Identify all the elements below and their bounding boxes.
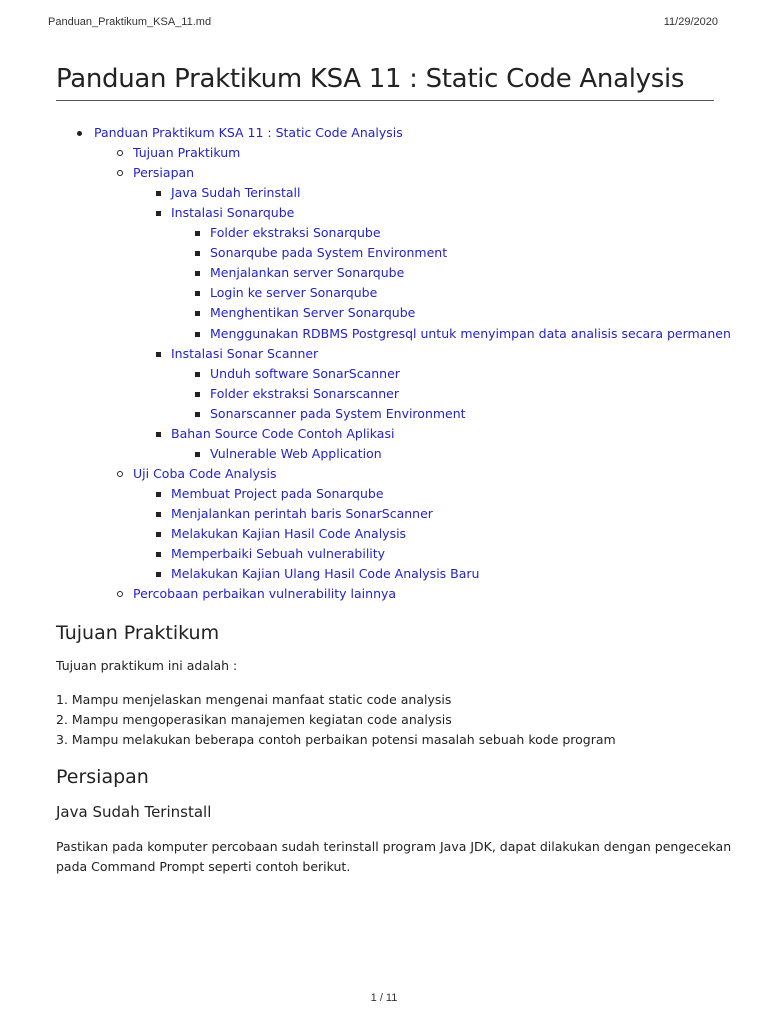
square-bullet-icon bbox=[156, 512, 161, 517]
square-bullet-icon bbox=[195, 332, 200, 337]
toc-link[interactable]: Membuat Project pada Sonarqube bbox=[171, 485, 384, 501]
toc-link[interactable]: Bahan Source Code Contoh Aplikasi bbox=[171, 425, 395, 441]
toc-link[interactable]: Percobaan perbaikan vulnerability lainnya bbox=[133, 586, 397, 602]
toc-link[interactable]: Java Sudah Terinstall bbox=[171, 185, 301, 201]
toc-link[interactable]: Login ke server Sonarqube bbox=[210, 285, 378, 301]
toc-link[interactable]: Menjalankan server Sonarqube bbox=[210, 265, 405, 281]
toc-link[interactable]: Folder ekstraksi Sonarqube bbox=[210, 225, 381, 241]
circle-bullet-icon bbox=[117, 170, 123, 176]
square-bullet-icon bbox=[156, 552, 161, 557]
circle-bullet-icon bbox=[117, 591, 123, 597]
toc-link[interactable]: Sonarqube pada System Environment bbox=[210, 245, 448, 261]
square-bullet-icon bbox=[156, 211, 161, 216]
toc-link[interactable]: Tujuan Praktikum bbox=[133, 145, 241, 161]
java-paragraph-line: Pastikan pada komputer percobaan sudah terinstall program Java JDK, dapat dilakukan dengan pengecekan bbox=[56, 839, 732, 854]
goal-item: 3. Mampu melakukan beberapa contoh perbaikan potensi masalah sebuah kode program bbox=[56, 732, 616, 747]
toc-link[interactable]: Sonarscanner pada System Environment bbox=[210, 405, 466, 421]
toc-link[interactable]: Panduan Praktikum KSA 11 : Static Code Analysis bbox=[94, 125, 403, 140]
goal-item: 1. Mampu menjelaskan mengenai manfaat static code analysis bbox=[56, 692, 452, 707]
section-heading-tujuan: Tujuan Praktikum bbox=[56, 622, 220, 644]
toc-link[interactable]: Menjalankan perintah baris SonarScanner bbox=[171, 505, 433, 521]
goal-item: 2. Mampu mengoperasikan manajemen kegiatan code analysis bbox=[56, 712, 452, 727]
square-bullet-icon bbox=[156, 532, 161, 537]
print-date: 11/29/2020 bbox=[663, 16, 718, 28]
section-heading-persiapan: Persiapan bbox=[56, 766, 149, 788]
square-bullet-icon bbox=[195, 291, 200, 296]
toc-link[interactable]: Vulnerable Web Application bbox=[210, 445, 382, 461]
goals-list bbox=[56, 690, 616, 750]
square-bullet-icon bbox=[156, 572, 161, 577]
java-paragraph-line: pada Command Prompt seperti contoh berikut. bbox=[56, 859, 351, 874]
java-paragraph bbox=[56, 837, 731, 877]
square-bullet-icon bbox=[156, 352, 161, 357]
disc-bullet-icon bbox=[77, 131, 82, 136]
file-name: Panduan_Praktikum_KSA_11.md bbox=[48, 16, 212, 28]
circle-bullet-icon bbox=[117, 150, 123, 156]
toc-link[interactable]: Persiapan bbox=[133, 165, 195, 181]
square-bullet-icon bbox=[195, 251, 200, 256]
toc-link[interactable]: Unduh software SonarScanner bbox=[210, 365, 400, 381]
toc-link[interactable]: Instalasi Sonarqube bbox=[171, 205, 295, 221]
square-bullet-icon bbox=[195, 392, 200, 397]
toc-link[interactable]: Uji Coba Code Analysis bbox=[133, 465, 277, 481]
toc-link[interactable]: Folder ekstraksi Sonarscanner bbox=[210, 385, 399, 401]
square-bullet-icon bbox=[195, 271, 200, 276]
toc-link[interactable]: Melakukan Kajian Ulang Hasil Code Analysis Baru bbox=[171, 566, 480, 582]
tujuan-intro-text: Tujuan praktikum ini adalah : bbox=[56, 658, 238, 673]
square-bullet-icon bbox=[156, 492, 161, 497]
page-number: 1 / 11 bbox=[370, 992, 398, 1004]
page-title: Panduan Praktikum KSA 11 : Static Code Analysis bbox=[56, 64, 714, 101]
square-bullet-icon bbox=[195, 412, 200, 417]
square-bullet-icon bbox=[195, 231, 200, 236]
subsection-heading-java: Java Sudah Terinstall bbox=[56, 803, 212, 821]
toc-link[interactable]: Melakukan Kajian Hasil Code Analysis bbox=[171, 526, 407, 541]
circle-bullet-icon bbox=[117, 471, 123, 477]
square-bullet-icon bbox=[195, 372, 200, 377]
toc-link[interactable]: Menggunakan RDBMS Postgresql untuk menyimpan data analisis secara permanen bbox=[210, 325, 731, 341]
square-bullet-icon bbox=[156, 191, 161, 196]
square-bullet-icon bbox=[195, 311, 200, 316]
square-bullet-icon bbox=[195, 452, 200, 457]
square-bullet-icon bbox=[156, 432, 161, 437]
toc-link[interactable]: Memperbaiki Sebuah vulnerability bbox=[171, 546, 386, 562]
toc-link[interactable]: Instalasi Sonar Scanner bbox=[171, 345, 319, 361]
toc-link[interactable]: Menghentikan Server Sonarqube bbox=[210, 305, 416, 321]
